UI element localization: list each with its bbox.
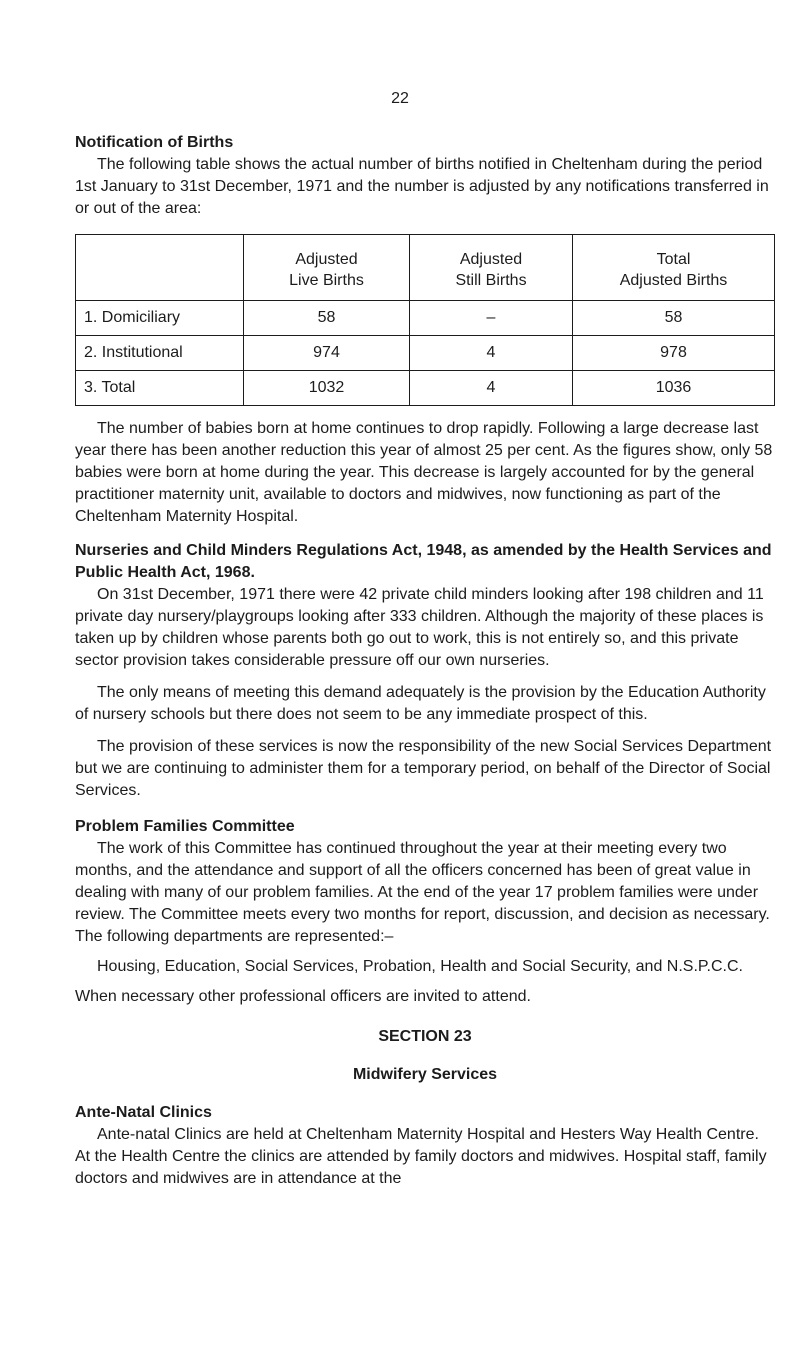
nurseries-paragraph-3: The provision of these services is now the responsibility of the new Social Services Department but we are continuing to administer them for a temporary period, on behalf of the Director of Social Services. xyxy=(75,738,772,799)
nurseries-paragraph-2: The only means of meeting this demand adequately is the provision by the Education Authority of nursery schools but there does not seem to be any immediate prospect of this. xyxy=(75,684,766,723)
live-births-value: 1032 xyxy=(244,371,410,406)
header-total-births xyxy=(573,235,775,301)
header-live-line2: Live Births xyxy=(289,272,364,289)
total-births-value: 58 xyxy=(573,301,775,336)
row-label: 1. Domiciliary xyxy=(76,301,244,336)
live-births-value: 974 xyxy=(244,336,410,371)
notification-heading: Notification of Births xyxy=(75,134,234,151)
header-still-births xyxy=(410,235,573,301)
still-births-value: 4 xyxy=(410,371,573,406)
table-row xyxy=(76,301,775,336)
problem-families-heading: Problem Families Committee xyxy=(75,818,295,835)
antenatal-paragraph: Ante-natal Clinics are held at Cheltenham Maternity Hospital and Hesters Way Health Centre. At the Health Centre the clinics are attended by family doctors and midwives. Hospital staff, family doctors and midwives are in attendance at the xyxy=(75,1126,767,1187)
problem-families-closing: When necessary other professional officers are invited to attend. xyxy=(75,988,531,1005)
header-still-line1: Adjusted xyxy=(459,251,523,268)
departments-list: Housing, Education, Social Services, Probation, Health and Social Security, and N.S.P.C.C. xyxy=(97,958,743,975)
table-header-row xyxy=(76,235,775,301)
header-live-births xyxy=(244,235,410,301)
page-number: 22 xyxy=(391,90,409,107)
header-total-line2: Adjusted Births xyxy=(619,272,728,289)
section-subtitle: Midwifery Services xyxy=(352,1066,498,1083)
still-births-value: – xyxy=(410,301,573,336)
still-births-value: 4 xyxy=(410,336,573,371)
row-label: 3. Total xyxy=(76,371,244,406)
header-empty-cell xyxy=(76,235,244,301)
total-births-value: 978 xyxy=(573,336,775,371)
nurseries-heading: Nurseries and Child Minders Regulations Act, 1948, as amended by the Health Services and Public Health Act, 1968. xyxy=(75,542,772,581)
antenatal-heading: Ante-Natal Clinics xyxy=(75,1104,212,1121)
header-total-line1: Total xyxy=(656,251,691,268)
births-table xyxy=(75,234,775,406)
live-births-value: 58 xyxy=(244,301,410,336)
header-still-line2: Still Births xyxy=(455,272,527,289)
problem-families-paragraph: The work of this Committee has continued throughout the year at their meeting every two months, and the attendance and support of all the officers concerned has been of great value in dealing with many of our problem families. At the end of the year 17 problem families were under review. The Committee meets every two months for report, discussion, and decision as necessary. The following departments are represented:– xyxy=(75,840,770,945)
header-live-line1: Adjusted xyxy=(295,251,358,268)
nurseries-paragraph-1: On 31st December, 1971 there were 42 private child minders looking after 198 children and 11 private day nursery/playgroups looking after 333 children. Although the majority of these places is taken up by children whose parents both go out to work, this is not entirely so, and this private sector provision takes considerable pressure off our own nurseries. xyxy=(75,586,764,669)
total-births-value: 1036 xyxy=(573,371,775,406)
table-row xyxy=(76,336,775,371)
home-births-paragraph: The number of babies born at home continues to drop rapidly. Following a large decrease last year there has been another reduction this year of almost 25 per cent. As the figures show, only 58 babies were born at home during the year. This decrease is largely accounted for by the general practitioner maternity unit, available to doctors and midwives, now functioning as part of the Cheltenham Maternity Hospital. xyxy=(75,420,773,525)
page-content xyxy=(75,132,775,1190)
table-row xyxy=(76,371,775,406)
notification-intro: The following table shows the actual number of births notified in Cheltenham during the period 1st January to 31st December, 1971 and the number is adjusted by any notifications transferred in or out of the area: xyxy=(75,156,769,217)
section-title: SECTION 23 xyxy=(378,1028,472,1045)
row-label: 2. Institutional xyxy=(76,336,244,371)
